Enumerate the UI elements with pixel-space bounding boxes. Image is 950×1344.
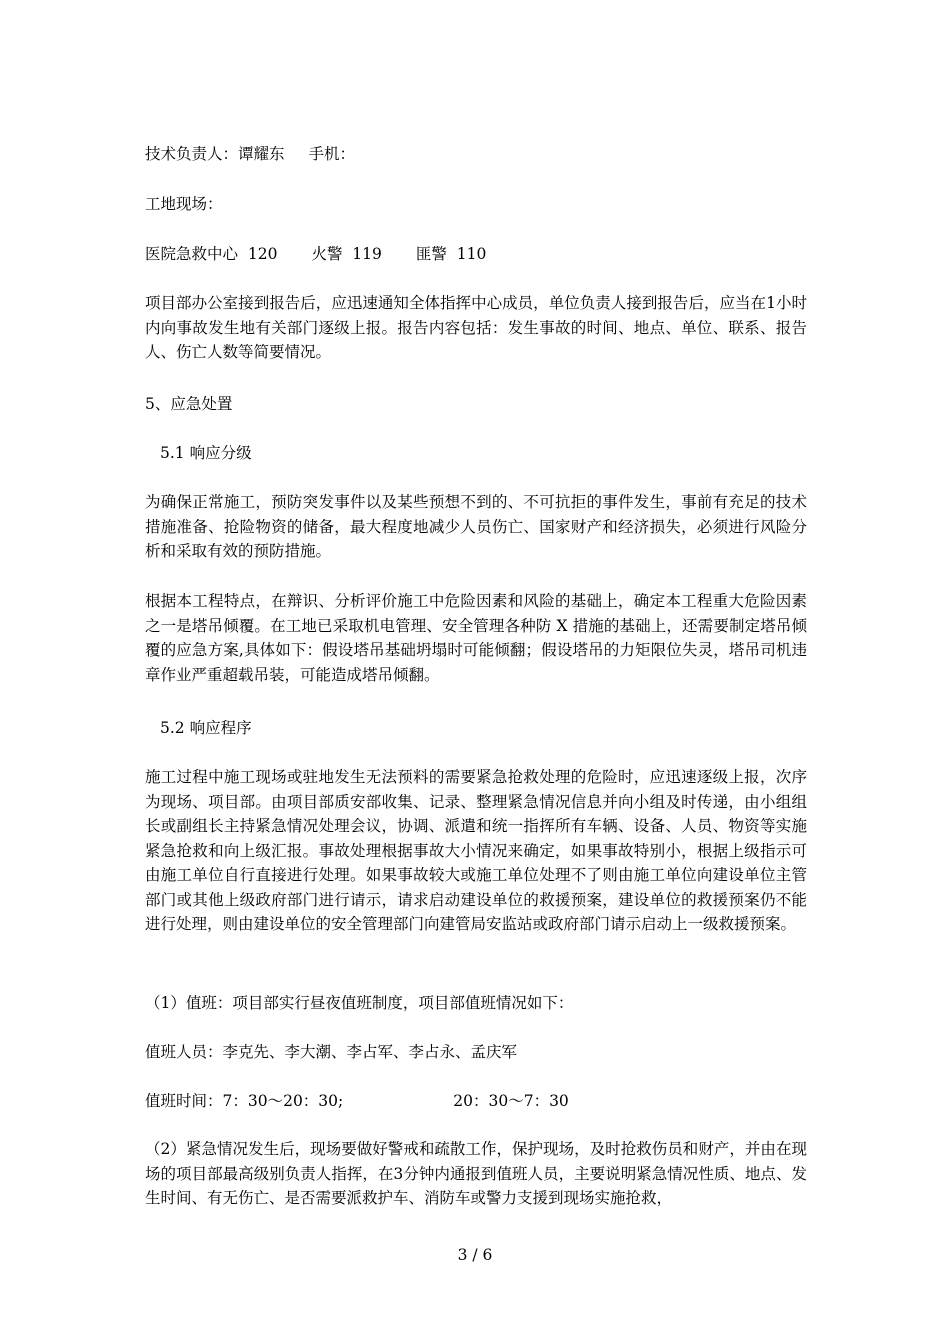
tech-lead-line — [145, 144, 355, 164]
section-5-2-heading: 5.2 响应程序 — [160, 719, 252, 737]
section-5-heading: 5、应急处置 — [145, 395, 233, 413]
report-paragraph: 项目部办公室接到报告后，应迅速通知全体指挥中心成员，单位负责人接到报告后，应当在1小时内向事故发生地有关部门逐级上报。报告内容包括：发生事故的时间、地点、单位、联系、报告人、伤亡人数等简要情况。 — [145, 294, 807, 361]
duty-time-line — [145, 1091, 569, 1111]
police-number: 匪警 110 — [415, 245, 487, 263]
emergency-paragraph: （2）紧急情况发生后，现场要做好警戒和疏散工作，保护现场，及时抢救伤员和财产，并由在现场的项目部最高级别负责人指挥，在3分钟内通报到值班人员，主要说明紧急情况性质、地点、发生时间、有无伤亡、是否需要派救护车、消防车或警力支援到现场实施抢救， — [145, 1140, 807, 1207]
section-5-1-heading: 5.1 响应分级 — [160, 444, 252, 462]
section-5-2-paragraph: 施工过程中施工现场或驻地发生无法预料的需要紧急抢救处理的危险时，应迅速逐级上报，次序为现场、项目部。由项目部质安部收集、记录、整理紧急情况信息并向小组及时传递，由小组组长或副组长主持紧急情况处理会议，协调、派遣和统一指挥所有车辆、设备、人员、物资等实施紧急抢救和向上级汇报。事故处理根据事故大小情况来确定，如果事故特别小，根据上级指示可由施工单位自行直接进行处理。如果事故较大或施工单位处理不了则由施工单位向建设单位主管部门或其他上级政府部门进行请示，请求启动建设单位的救援预案，建设单位的救援预案仍不能进行处理，则由建设单位的安全管理部门向建管局安监站或政府部门请示启动上一级救援预案。 — [145, 768, 807, 933]
hospital-number: 医院急救中心 120 — [145, 245, 278, 263]
tech-phone: 手机： — [308, 145, 356, 163]
section-5-1-paragraph-2: 根据本工程特点，在辩识、分析评价施工中危险因素和风险的基础上，确定本工程重大危险因素之一是塔吊倾覆。在工地已采取机电管理、安全管理各种防 X 措施的基础上，还需要制定塔吊倾覆的应急方案,具体如下：假设塔吊基础坍塌时可能倾翻；假设塔吊的力矩限位失灵，塔吊司机违章作业严重超载吊装，可能造成塔吊倾翻。 — [145, 592, 807, 684]
tech-lead: 技术负责人：谭耀东 — [145, 145, 285, 163]
duty-time-night: 20：30～7：30 — [453, 1092, 569, 1110]
duty-intro-line: （1）值班：项目部实行昼夜值班制度，项目部值班情况如下： — [145, 994, 574, 1012]
site-line: 工地现场： — [145, 195, 223, 213]
duty-staff-line: 值班人员：李克先、李大潮、李占军、李占永、孟庆军 — [145, 1043, 518, 1061]
duty-time-day: 值班时间：7：30～20：30; — [145, 1092, 344, 1110]
fire-number: 火警 119 — [311, 245, 382, 263]
section-5-1-paragraph-1: 为确保正常施工，预防突发事件以及某些预想不到的、不可抗拒的事件发生，事前有充足的技术措施准备、抢险物资的储备，最大程度地减少人员伤亡、国家财产和经济损失，必须进行风险分析和采取有效的预防措施。 — [145, 493, 807, 560]
emergency-numbers-line — [145, 244, 486, 264]
page-number: 3 / 6 — [457, 1246, 493, 1264]
